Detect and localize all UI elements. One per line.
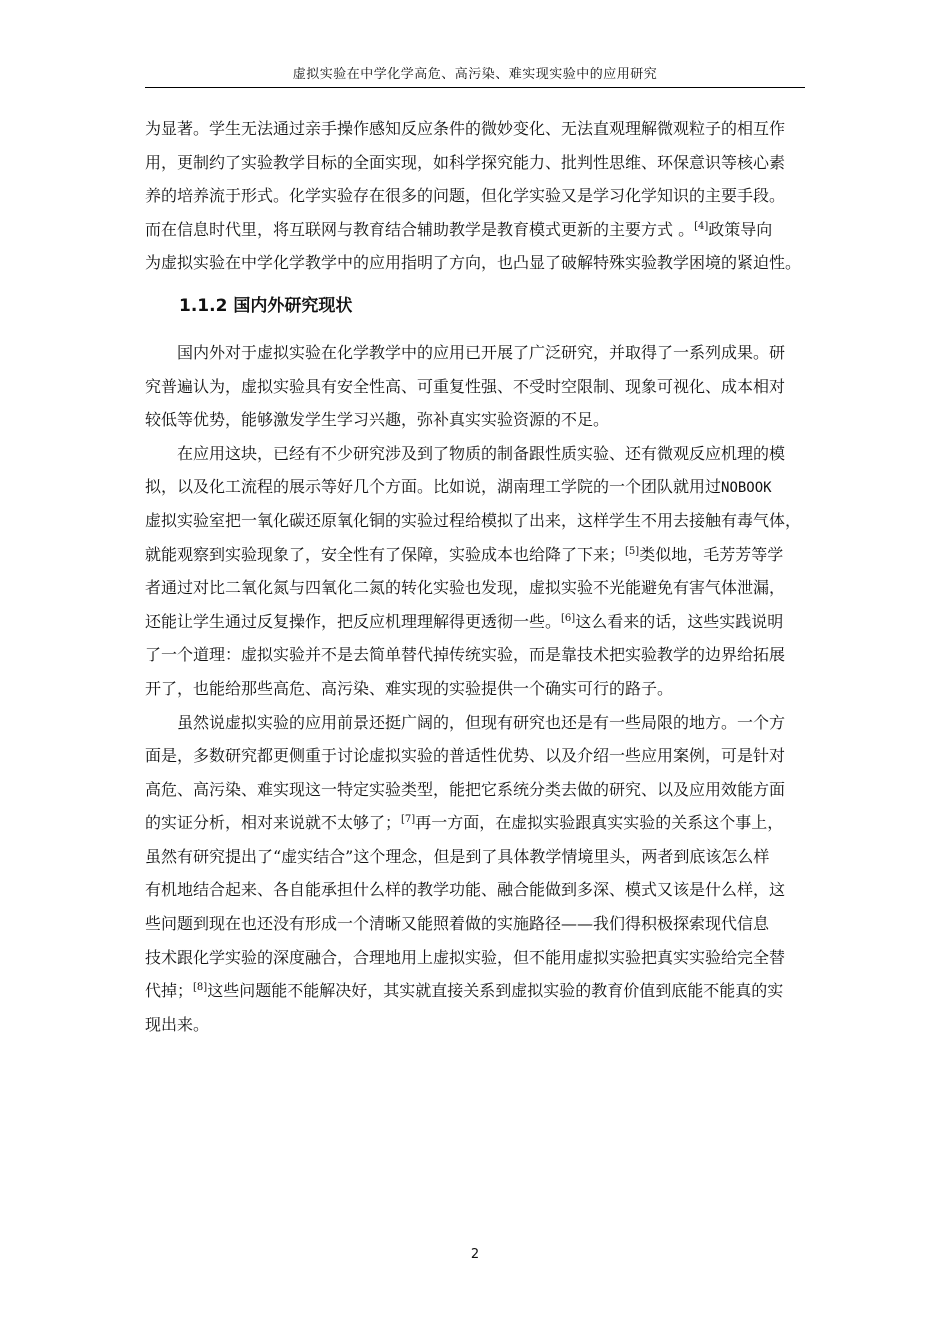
citation-ref: [5] bbox=[625, 545, 640, 557]
text-line: 用，更制约了实验教学目标的全面实现，如科学探究能力、批判性思维、环保意识等核心素 bbox=[145, 152, 786, 172]
text-run: 还能让学生通过反复操作，把反应机理理解得更透彻一些。 bbox=[145, 611, 562, 631]
text-line: 较低等优势，能够激发学生学习兴趣，弥补真实实验资源的不足。 bbox=[145, 410, 610, 430]
text-line: 在应用这块，已经有不少研究涉及到了物质的制备跟性质实验、还有微观反应机理的模 bbox=[177, 443, 786, 463]
text-line: 国内外对于虚拟实验在化学教学中的应用已开展了广泛研究，并取得了一系列成果。研 bbox=[177, 342, 786, 362]
text-line bbox=[145, 974, 805, 1008]
running-header: 虚拟实验在中学化学高危、高污染、难实现实验中的应用研究 bbox=[145, 66, 805, 88]
text-line: 为虚拟实验在中学化学教学中的应用指明了方向，也凸显了破解特殊实验教学困境的紧迫性。 bbox=[145, 253, 802, 273]
section-heading bbox=[179, 284, 805, 328]
text-line bbox=[145, 213, 805, 247]
text-run: 就能观察到实验现象了，安全性有了保障，实验成本也给降了下来； bbox=[145, 544, 626, 564]
citation-ref: [7] bbox=[401, 814, 416, 826]
text-line: 面是，多数研究都更侧重于讨论虚拟实验的普适性优势、以及介绍一些应用案例，可是针对 bbox=[145, 746, 786, 766]
text-run: 拟，以及化工流程的展示等好几个方面。比如说，湖南理工学院的一个团队就用过 bbox=[145, 477, 722, 497]
text-run: 而在信息时代里，将互联网与教育结合辅助教学是教育模式更新的主要方式 。 bbox=[145, 219, 695, 239]
text-line bbox=[145, 470, 805, 504]
text-run: 政策导向 bbox=[708, 219, 773, 239]
page-body bbox=[145, 112, 805, 1041]
text-line: 虽然有研究提出了“虚实结合”这个理念，但是到了具体教学情境里头，两者到底该怎么样 bbox=[145, 846, 770, 866]
text-run: 再一方面，在虚拟实验跟真实实验的关系这个事上， bbox=[415, 813, 784, 833]
page-number: 2 bbox=[470, 1247, 480, 1262]
text-line bbox=[145, 806, 805, 840]
text-line: 开了，也能给那些高危、高污染、难实现的实验提供一个确实可行的路子。 bbox=[145, 678, 674, 698]
text-line: 虚拟实验室把一氧化碳还原氧化铜的实验过程给模拟了出来，这样学生不用去接触有毒气体， bbox=[145, 510, 802, 530]
text-run: 代掉； bbox=[145, 981, 194, 1001]
text-line bbox=[145, 538, 805, 572]
citation-ref: [8] bbox=[193, 982, 208, 994]
text-line: 现出来。 bbox=[145, 1014, 210, 1034]
paragraph bbox=[145, 706, 805, 1042]
text-line: 了一个道理：虚拟实验并不是去简单替代掉传统实验，而是靠技术把实验教学的边界给拓展 bbox=[145, 645, 786, 665]
text-line: 有机地结合起来、各自能承担什么样的教学功能、融合能做到多深、模式又该是什么样，这 bbox=[145, 880, 786, 900]
text-line: 高危、高污染、难实现这一特定实验类型，能把它系统分类去做的研究、以及应用效能方面 bbox=[145, 779, 786, 799]
text-run: 这么看来的话，这些实践说明 bbox=[575, 611, 784, 631]
paragraph bbox=[145, 336, 805, 437]
text-line: 技术跟化学实验的深度融合，合理地用上虚拟实验，但不能用虚拟实验把真实实验给完全替 bbox=[145, 947, 786, 967]
citation-ref: [4] bbox=[694, 220, 709, 232]
section-title: 国内外研究现状 bbox=[233, 295, 353, 316]
text-run: 类似地，毛芳芳等学 bbox=[639, 544, 784, 564]
text-line: 为显著。学生无法通过亲手操作感知反应条件的微妙变化、无法直观理解微观粒子的相互作 bbox=[145, 119, 786, 138]
product-name: NOBOOK bbox=[721, 480, 772, 497]
text-line bbox=[145, 605, 805, 639]
text-line: 虽然说虚拟实验的应用前景还挺广阔的，但现有研究也还是有一些局限的地方。一个方 bbox=[177, 712, 786, 732]
paragraph bbox=[145, 112, 805, 280]
text-line: 养的培养流于形式。化学实验存在很多的问题，但化学实验又是学习化学知识的主要手段。 bbox=[145, 186, 786, 206]
text-line: 者通过对比二氧化氮与四氧化二氮的转化实验也发现，虚拟实验不光能避免有害气体泄漏， bbox=[145, 578, 786, 598]
paragraph bbox=[145, 437, 805, 706]
text-line: 些问题到现在也还没有形成一个清晰又能照着做的实施路径——我们得积极探索现代信息 bbox=[145, 914, 770, 934]
text-run: 这些问题能不能解决好，其实就直接关系到虚拟实验的教育价值到底能不能真的实 bbox=[207, 981, 784, 1001]
text-line: 究普遍认为，虚拟实验具有安全性高、可重复性强、不受时空限制、现象可视化、成本相对 bbox=[145, 376, 786, 396]
section-number: 1.1.2 bbox=[179, 295, 228, 316]
citation-ref: [6] bbox=[561, 612, 576, 624]
text-run: 的实证分析，相对来说就不太够了； bbox=[145, 813, 402, 833]
